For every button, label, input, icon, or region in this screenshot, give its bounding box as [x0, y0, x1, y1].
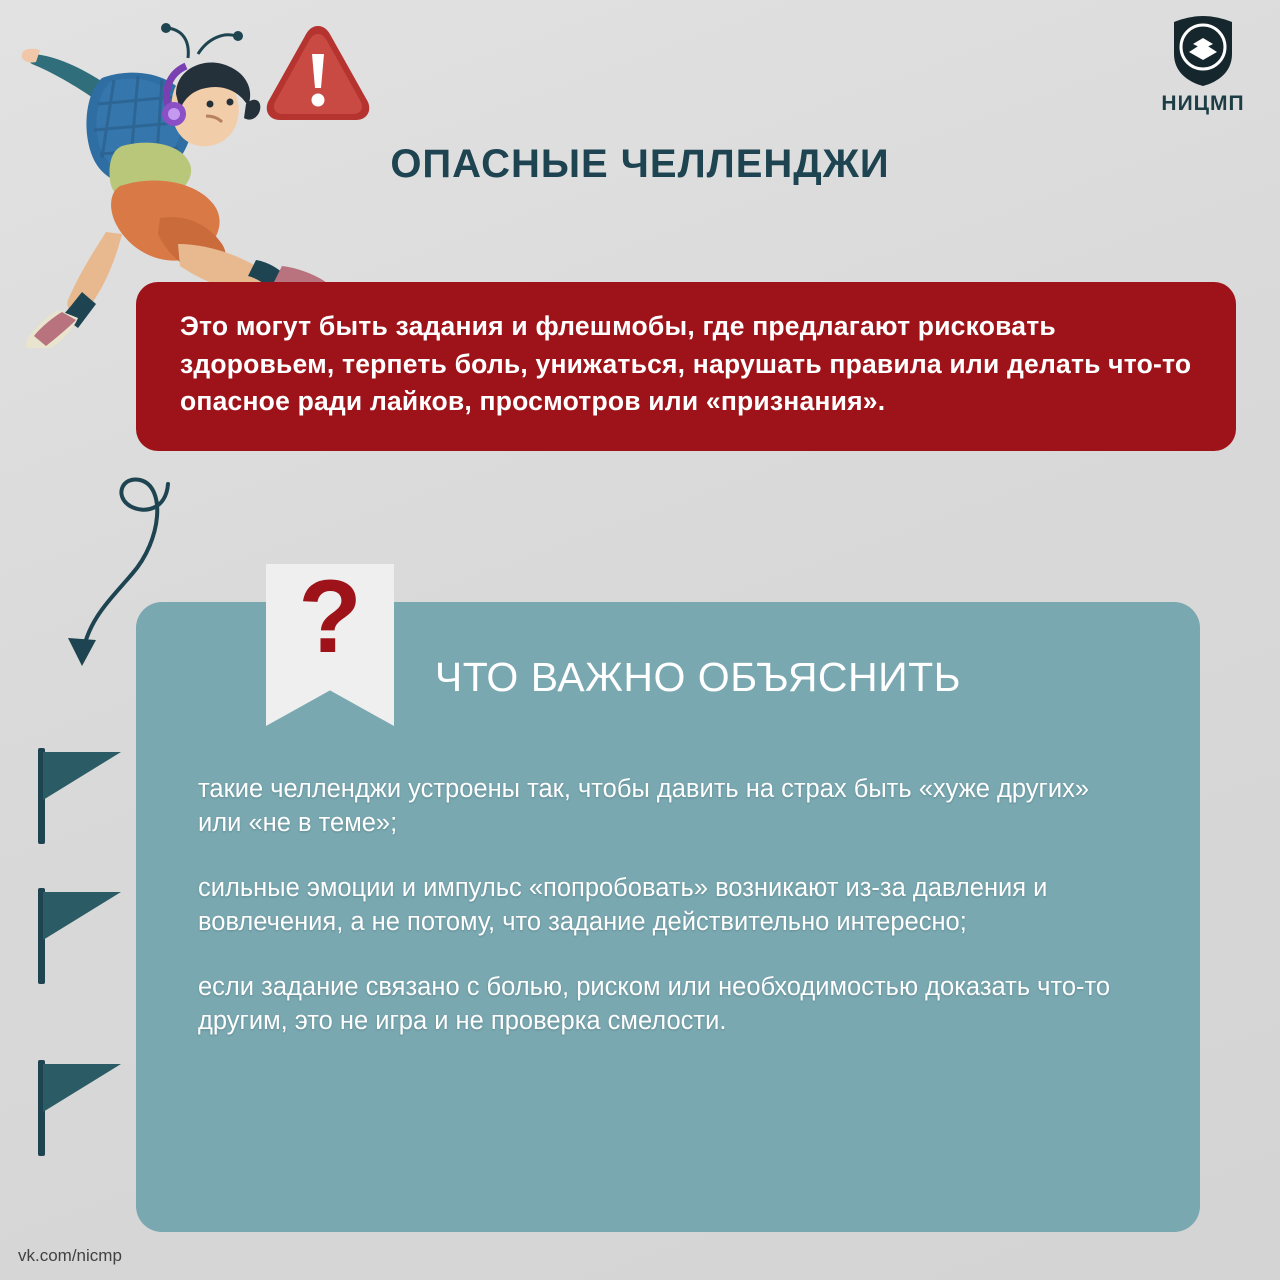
page-title: ОПАСНЫЕ ЧЕЛЛЕНДЖИ: [390, 142, 890, 186]
bullet-list: [198, 772, 1138, 1039]
brand-logo: [1148, 14, 1258, 116]
footer-link[interactable]: vk.com/nicmp: [18, 1246, 122, 1265]
intro-callout: [136, 282, 1236, 451]
flag-icon: [30, 888, 126, 984]
list-item: если задание связано с болью, риском или необходимостью доказать что-то другим, это не игра и не проверка смелости.: [198, 972, 1111, 1036]
flag-icon: [30, 748, 126, 844]
list-item: сильные эмоции и импульс «попробовать» возникают из-за давления и вовлечения, а не потому, что задание действительно интересно;: [198, 873, 1048, 937]
explain-section: [136, 559, 1200, 1232]
shield-book-icon: [1170, 14, 1236, 88]
list-item: такие челленджи устроены так, чтобы давить на страх быть «хуже других» или «не в теме»;: [198, 775, 1090, 838]
question-mark-bookmark-icon: ?: [266, 564, 394, 726]
warning-triangle-icon: [262, 22, 374, 126]
brand-logo-label: НИЦМП: [1161, 92, 1245, 115]
flag-icon: [30, 1060, 126, 1156]
intro-text: Это могут быть задания и флешмобы, где предлагают рисковать здоровьем, терпеть боль, унижаться, нарушать правила или делать что-то опасное ради лайков, просмотров или «признания».: [180, 311, 1192, 417]
section-title: ЧТО ВАЖНО ОБЪЯСНИТЬ: [434, 654, 962, 700]
